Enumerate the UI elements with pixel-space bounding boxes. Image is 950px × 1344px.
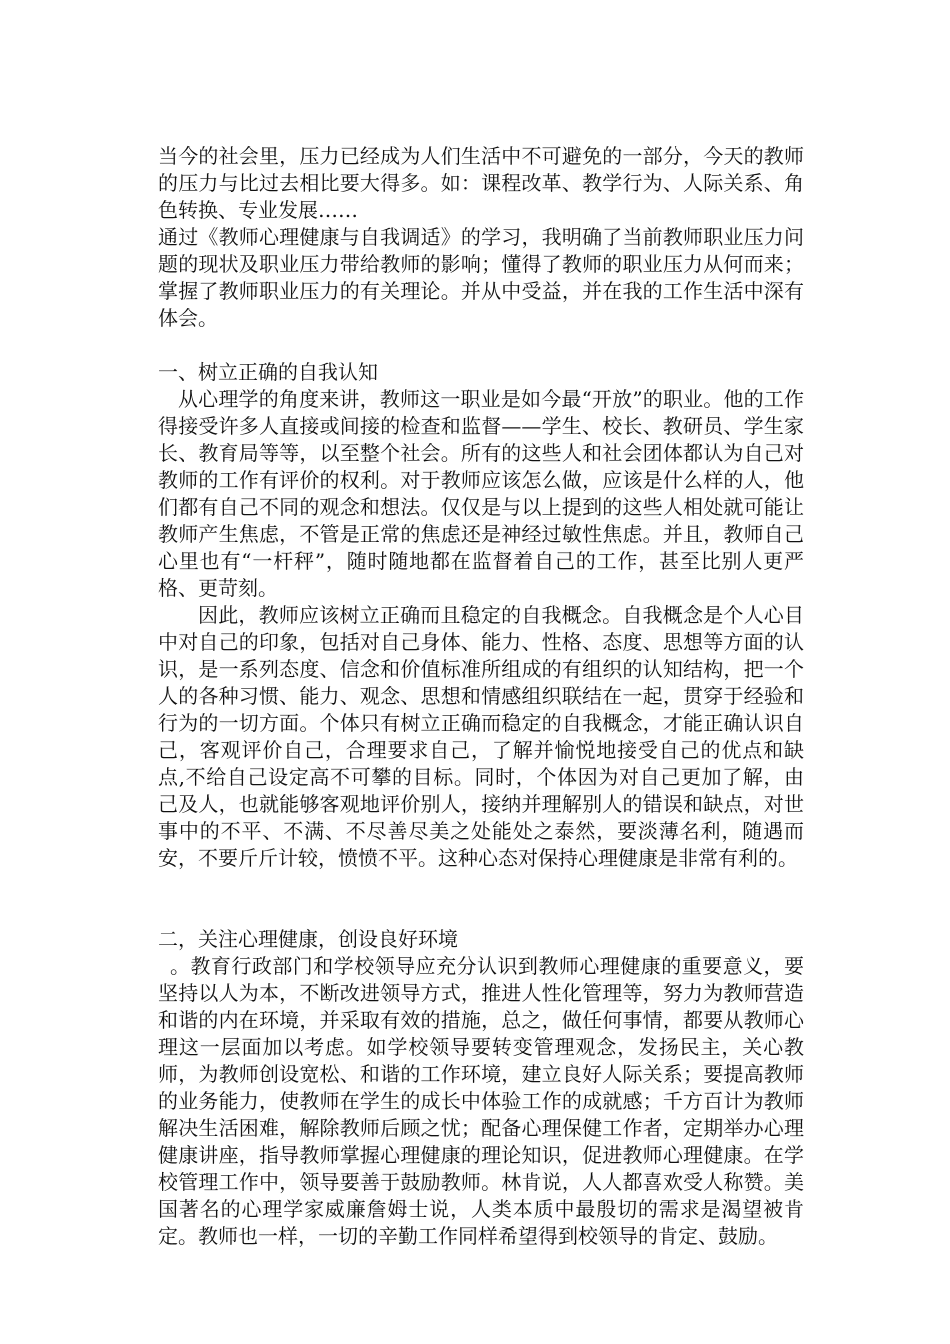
spacer bbox=[158, 332, 804, 359]
section-2-heading: 二，关注心理健康，创设良好环境 bbox=[158, 927, 458, 951]
spacer bbox=[158, 872, 804, 926]
section-1-paragraph-1: 从心理学的角度来讲，教师这一职业是如今最“开放”的职业。他的工作得接受许多人直接或间接的检查和监督——学生、校长、教研员、学生家长、教育局等等，以至整个社会。所有的这些人和社会团体都认为自己对教师的工作有评价的权利。对于教师应该怎么做，应该是什么样的人，他们都有自己不同的观念和想法。仅仅是与以上提到的这些人相处就可能让教师产生焦虑，不管是正常的焦虑还是神经过敏性焦虑。并且，教师自己心里也有“一杆秤”，随时随地都在监督着自己的工作，甚至比别人更严格、更苛刻。 bbox=[158, 387, 804, 600]
intro-paragraph-1: 当今的社会里，压力已经成为人们生活中不可避免的一部分，今天的教师的压力与比过去相比要大得多。如：课程改革、教学行为、人际关系、角色转换、专业发展…… bbox=[158, 144, 804, 222]
intro-paragraph-2: 通过《教师心理健康与自我调适》的学习，我明确了当前教师职业压力问题的现状及职业压力带给教师的影响；懂得了教师的职业压力从何而来；掌握了教师职业压力的有关理论。并从中受益，并在我的工作生活中深有体会。 bbox=[158, 225, 804, 330]
document-body bbox=[158, 143, 804, 1250]
section-1-heading: 一、树立正确的自我认知 bbox=[158, 360, 378, 384]
section-2-paragraph-1: 。教育行政部门和学校领导应充分认识到教师心理健康的重要意义，要坚持以人为本，不断改进领导方式，推进人性化管理等，努力为教师营造和谐的内在环境，并采取有效的措施，总之，做任何事情，都要从教师心理这一层面加以考虑。如学校领导要转变管理观念，发扬民主，关心教师，为教师创设宽松、和谐的工作环境，建立良好人际关系；要提高教师的业务能力，使教师在学生的成长中体验工作的成就感；千方百计为教师解决生活困难，解除教师后顾之忧；配备心理保健工作者，定期举办心理健康讲座，指导教师掌握心理健康的理论知识，促进教师心理健康。在学校管理工作中，领导要善于鼓励教师。林肯说，人人都喜欢受人称赞。美国著名的心理学家威廉詹姆士说，人类本质中最殷切的需求是渴望被肯定。教师也一样，一切的辛勤工作同样希望得到校领导的肯定、鼓励。 bbox=[158, 954, 804, 1248]
section-1-paragraph-2: 因此，教师应该树立正确而且稳定的自我概念。自我概念是个人心目中对自己的印象，包括对自己身体、能力、性格、态度、思想等方面的认识，是一系列态度、信念和价值标准所组成的有组织的认知结构，把一个人的各种习惯、能力、观念、思想和情感组织联结在一起，贯穿于经验和行为的一切方面。个体只有树立正确而稳定的自我概念，才能正确认识自己，客观评价自己，合理要求自己，了解并愉悦地接受自己的优点和缺点,不给自己设定高不可攀的目标。同时，个体因为对自己更加了解，由己及人，也就能够客观地评价别人，接纳并理解别人的错误和缺点，对世事中的不平、不满、不尽善尽美之处能处之泰然，要淡薄名利，随遇而安，不要斤斤计较，愤愤不平。这种心态对保持心理健康是非常有利的。 bbox=[158, 603, 804, 870]
